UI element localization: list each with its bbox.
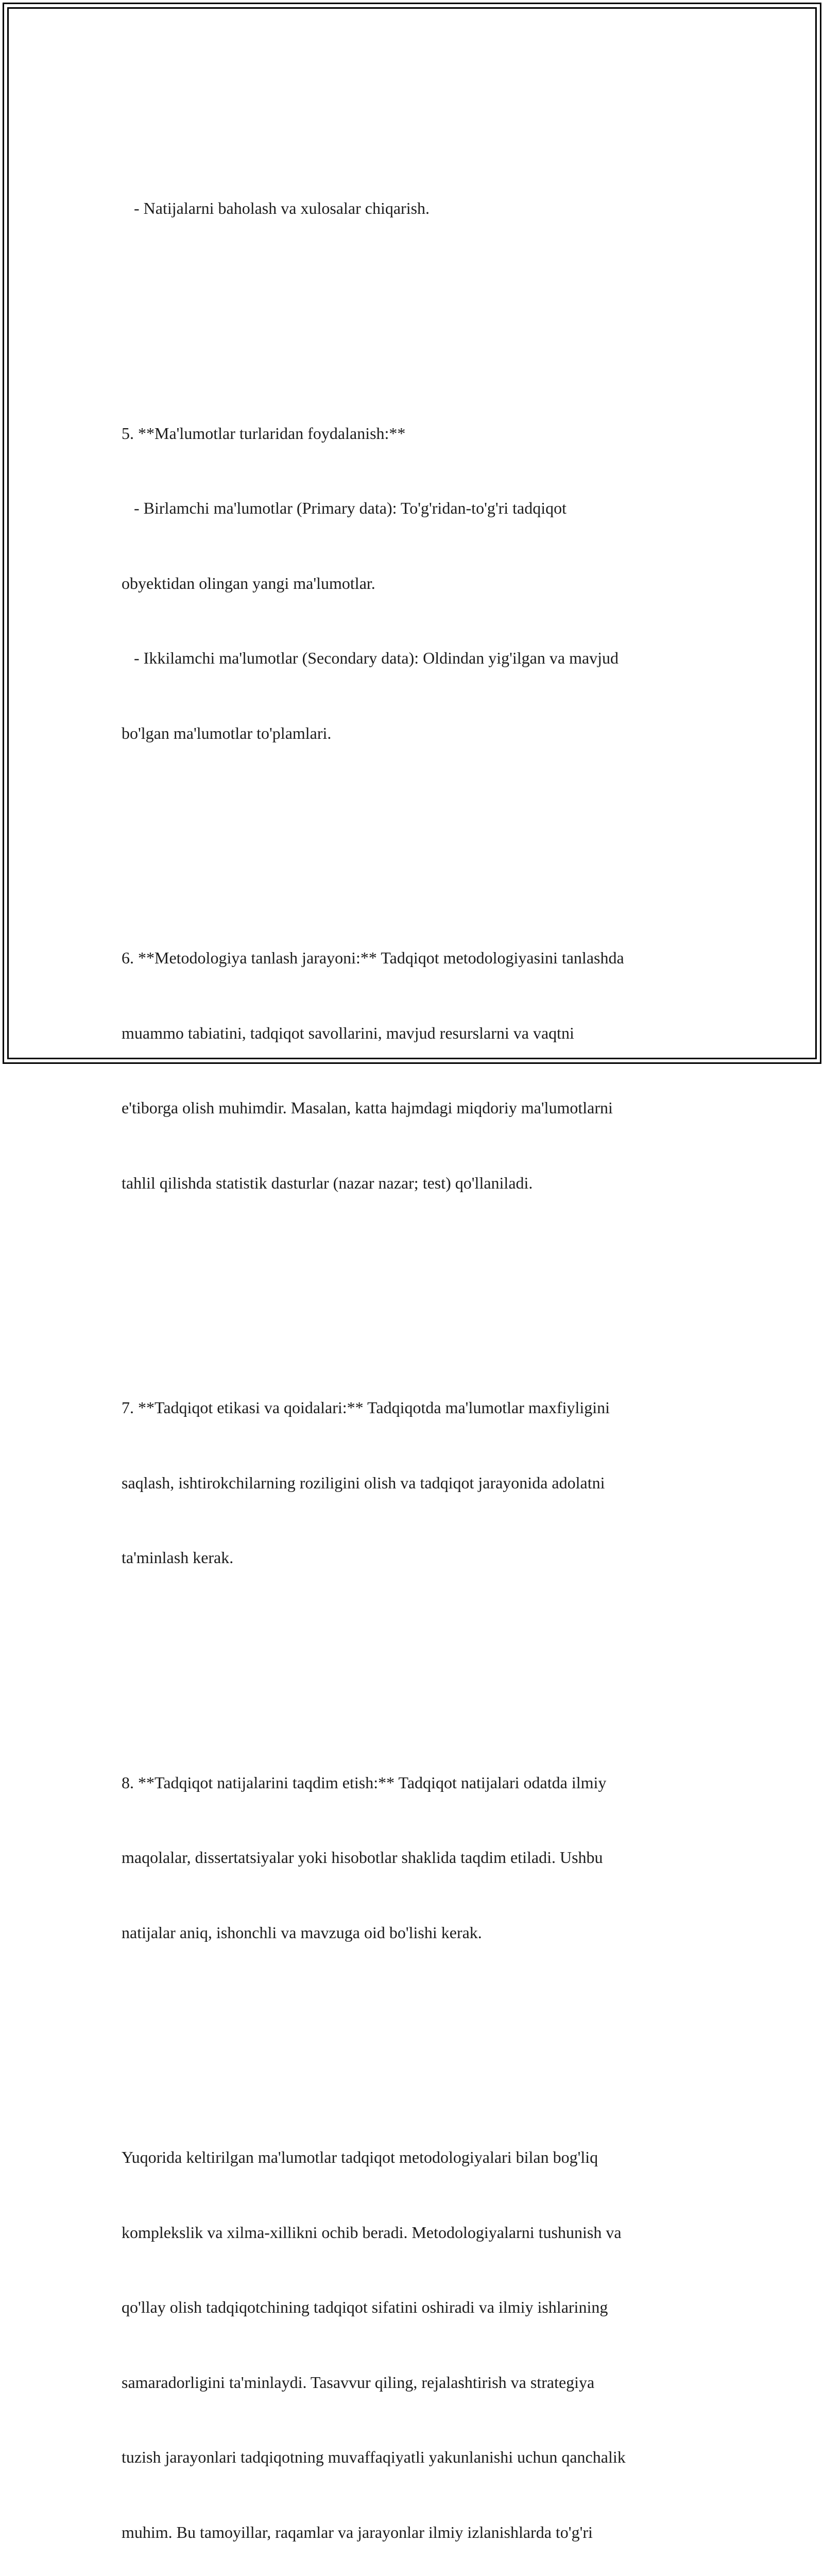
text-line: - Natijalarni baholash va xulosalar chiqarish. — [122, 199, 430, 217]
text-line: natijalar aniq, ishonchli va mavzuga oid bo'lishi kerak. — [122, 1923, 482, 1942]
text-line: tahlil qilishda statistik dasturlar (nazar nazar; test) qo'llaniladi. — [122, 1173, 533, 1192]
text-line: ta'minlash kerak. — [122, 1548, 234, 1567]
text-line: obyektidan olingan yangi ma'lumotlar. — [122, 573, 375, 592]
section-heading-line: 7. **Tadqiqot etikasi va qoidalari:** Tadqiqotda ma'lumotlar maxfiyligini — [122, 1398, 610, 1417]
paragraph-research-ethics — [122, 1345, 719, 1620]
text-line: tuzish jarayonlari tadqiqotning muvaffaqiyatli yakunlanishi uchun qanchalik — [122, 2448, 626, 2466]
text-line: muhim. Bu tamoyillar, raqamlar va jarayonlar ilmiy izlanishlarda to'g'ri — [122, 2522, 593, 2541]
text-line: - Birlamchi ma'lumotlar (Primary data): To'g'ridan-to'g'ri tadqiqot — [122, 499, 567, 517]
text-line: e'tiborga olish muhimdir. Masalan, katta hajmdagi miqdoriy ma'lumotlarni — [122, 1098, 613, 1117]
section-heading-line: 8. **Tadqiqot natijalarini taqdim etish:** Tadqiqot natijalari odatda ilmiy — [122, 1773, 607, 1792]
text-line: bo'lgan ma'lumotlar to'plamlari. — [122, 723, 332, 742]
paragraph-conclusion — [122, 2095, 719, 2576]
paragraph-evaluation-item — [122, 146, 719, 271]
section-heading-line: 6. **Metodologiya tanlash jarayoni:** Tadqiqot metodologiyasini tanlashda — [122, 948, 624, 967]
paragraph-data-types — [122, 371, 719, 796]
section-heading-line: 5. **Ma'lumotlar turlaridan foydalanish:** — [122, 423, 406, 443]
text-line: komplekslik va xilma-xillikni ochib beradi. Metodologiyalarni tushunish va — [122, 2223, 622, 2242]
text-line: samaradorligini ta'minlaydi. Tasavvur qiling, rejalashtirish va strategiya — [122, 2372, 595, 2392]
paragraph-results-presentation — [122, 1720, 719, 1995]
text-line: muammo tabiatini, tadqiqot savollarini, mavjud resurslarni va vaqtni — [122, 1023, 574, 1042]
paragraph-methodology-selection — [122, 895, 719, 1245]
text-line: saqlash, ishtirokchilarning roziligini olish va tadqiqot jarayonida adolatni — [122, 1473, 605, 1492]
document-body — [122, 96, 719, 2576]
text-line: Yuqorida keltirilgan ma'lumotlar tadqiqot metodologiyalari bilan bog'liq — [122, 2148, 598, 2166]
text-line: - Ikkilamchi ma'lumotlar (Secondary data): Oldindan yig'ilgan va mavjud — [122, 649, 619, 667]
text-line: qo'llay olish tadqiqotchining tadqiqot sifatini oshiradi va ilmiy ishlarining — [122, 2298, 608, 2316]
text-line: maqolalar, dissertatsiyalar yoki hisobotlar shaklida taqdim etiladi. Ushbu — [122, 1848, 603, 1867]
